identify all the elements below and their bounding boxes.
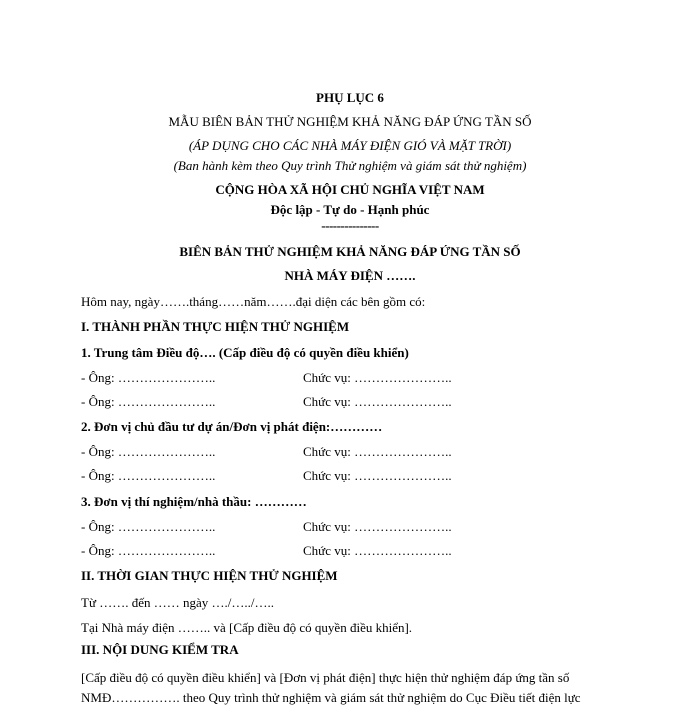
plant-name: NHÀ MÁY ĐIỆN ……. [284, 268, 416, 283]
time-line: Từ ……. đến …… ngày …./…../….. [81, 595, 275, 610]
group3-row1-position: Chức vụ: ………………….. [303, 519, 452, 534]
section3-paragraph-line2: NMĐ……………. theo Quy trình thử nghiệm và giám sát thử nghiệm do Cục Điều tiết điện lực [81, 690, 581, 705]
appendix-label: PHỤ LỤC 6 [316, 90, 384, 105]
section3-paragraph-line1: [Cấp điều độ có quyền điều khiển] và [Đơn vị phát điện] thực hiện thử nghiệm đáp ứng tần số [81, 670, 570, 685]
document-title: BIÊN BẢN THỬ NGHIỆM KHẢ NĂNG ĐÁP ỨNG TẦN SỐ [179, 244, 521, 259]
group3-row2-position: Chức vụ: ………………….. [303, 543, 452, 558]
national-motto: Độc lập - Tự do - Hạnh phúc [270, 202, 430, 217]
place-line: Tại Nhà máy điện …….. và [Cấp điều độ có quyền điều khiển]. [81, 620, 413, 635]
group1-row1-name: - Ông: ………………….. [81, 370, 216, 385]
applicability-note: (ÁP DỤNG CHO CÁC NHÀ MÁY ĐIỆN GIÓ VÀ MẶT TRỜI) [188, 138, 512, 153]
group1-row2-name: - Ông: ………………….. [81, 394, 216, 409]
section1-heading: I. THÀNH PHẦN THỰC HIỆN THỬ NGHIỆM [81, 319, 350, 334]
group2-row1-position: Chức vụ: ………………….. [303, 444, 452, 459]
motto-separator: --------------- [321, 218, 379, 233]
intro-line: Hôm nay, ngày…….tháng……năm…….đại diện các bên gồm có: [81, 294, 426, 309]
issued-with-note: (Ban hành kèm theo Quy trình Thử nghiệm và giám sát thử nghiệm) [173, 158, 527, 173]
group3-row2-name: - Ông: ………………….. [81, 543, 216, 558]
group2-row2-name: - Ông: ………………….. [81, 468, 216, 483]
group2-row1-name: - Ông: ………………….. [81, 444, 216, 459]
section3-heading: III. NỘI DUNG KIỂM TRA [81, 642, 239, 657]
group3-row1-name: - Ông: ………………….. [81, 519, 216, 534]
form-title: MẪU BIÊN BẢN THỬ NGHIỆM KHẢ NĂNG ĐÁP ỨNG TẦN SỐ [168, 114, 532, 129]
group1-row2-position: Chức vụ: ………………….. [303, 394, 452, 409]
group3-title: 3. Đơn vị thí nghiệm/nhà thầu: ………… [81, 494, 307, 509]
group2-title: 2. Đơn vị chủ đầu tư dự án/Đơn vị phát điện:………… [81, 419, 383, 434]
group1-row1-position: Chức vụ: ………………….. [303, 370, 452, 385]
country-name: CỘNG HÒA XÃ HỘI CHỦ NGHĨA VIỆT NAM [215, 182, 485, 197]
section2-heading: II. THỜI GIAN THỰC HIỆN THỬ NGHIỆM [81, 568, 338, 583]
group2-row2-position: Chức vụ: ………………….. [303, 468, 452, 483]
group1-title: 1. Trung tâm Điều độ…. (Cấp điều độ có quyền điều khiển) [81, 345, 409, 360]
